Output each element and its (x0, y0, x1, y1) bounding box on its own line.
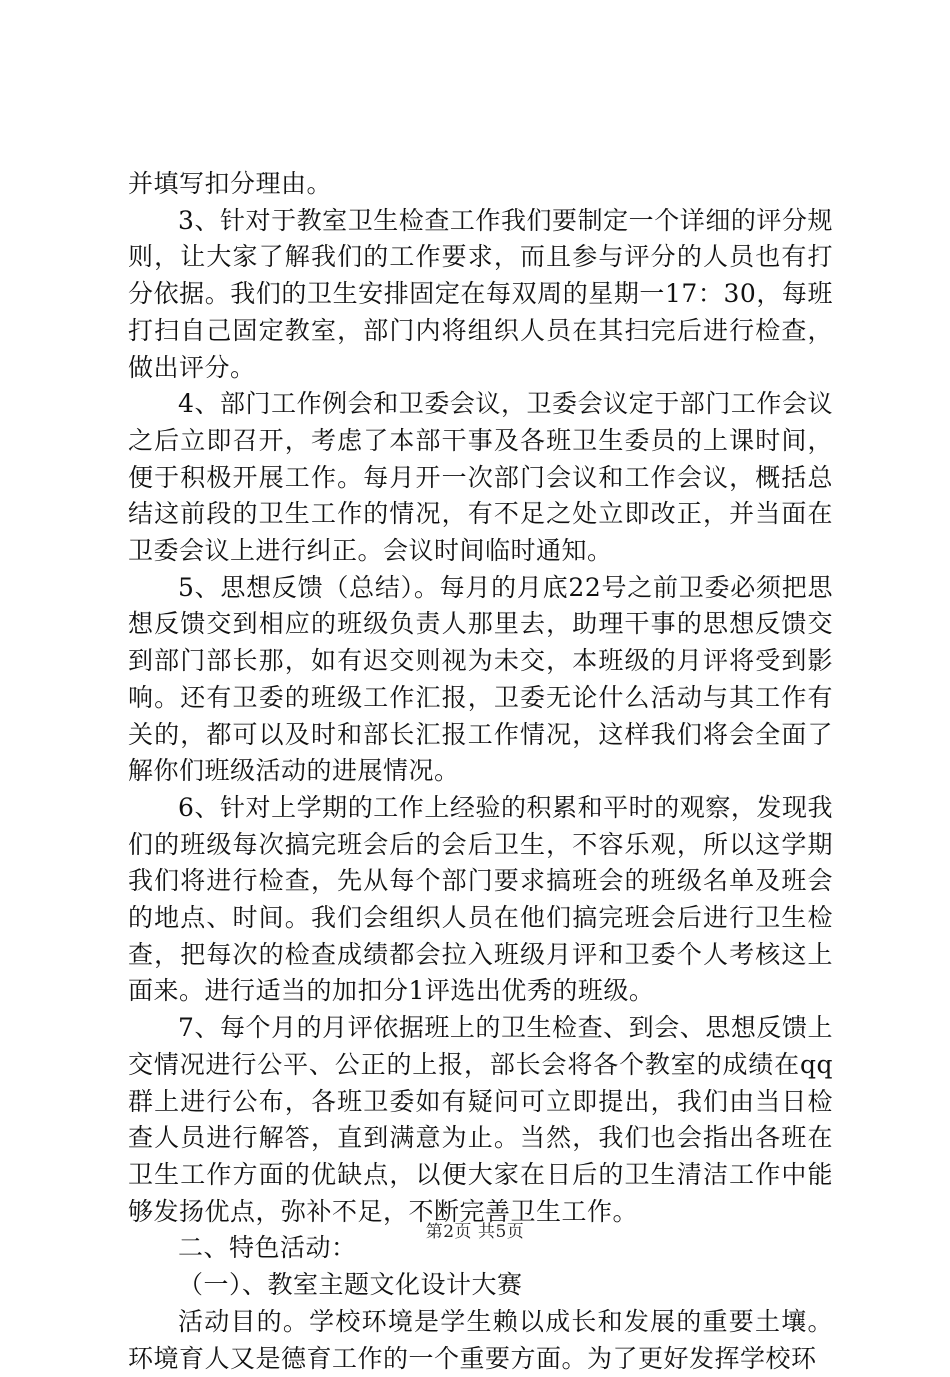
paragraph-item-6: 6、针对上学期的工作上经验的积累和平时的观察，发现我们的班级每次搞完班会后的会后卫生，不容乐观，所以这学期我们将进行检查，先从每个部门要求搞班会的班级名单及班会的地点、时间。我们会组织人员在他们搞完班会后进行卫生检查，把每次的检查成绩都会拉入班级月评和卫委个人考核这上面来。进行适当的加扣分1评选出优秀的班级。 (128, 792, 833, 1006)
paragraph-item-5: 5、思想反馈（总结）。每月的月底22号之前卫委必须把思想反馈交到相应的班级负责人那里去，助理干事的思想反馈交到部门部长那，如有迟交则视为未交，本班级的月评将受到影响。还有卫委的班级工作汇报，卫委无论什么活动与其工作有关的，都可以及时和部长汇报工作情况，这样我们将会全面了解你们班级活动的进展情况。 (128, 572, 833, 786)
paragraph-item-7: 7、每个月的月评依据班上的卫生检查、到会、思想反馈上交情况进行公平、公正的上报，部长会将各个教室的成绩在qq群上进行公布，各班卫委如有疑问可立即提出，我们由当日检查人员进行解答，直到满意为止。当然，我们也会指出各班在卫生工作方面的优缺点，以便大家在日后的卫生清洁工作中能够发扬优点，弥补不足，不断完善卫生工作。 (128, 1013, 833, 1226)
paragraph-continuation: 并填写扣分理由。 (128, 169, 333, 198)
page-footer: 第2页 共5页 (425, 1222, 525, 1242)
paragraph-item-3: 3、针对于教室卫生检查工作我们要制定一个详细的评分规则，让大家了解我们的工作要求，而且参与评分的人员也有打分依据。我们的卫生安排固定在每双周的星期一17：30，每班打扫自己固定教室，部门内将组织人员在其扫完后进行检查，做出评分。 (128, 205, 833, 382)
paragraph-item-4: 4、部门工作例会和卫委会议，卫委会议定于部门工作会议之后立即召开，考虑了本部干事及各班卫生委员的上课时间，便于积极开展工作。每月开一次部门会议和工作会议，概括总结这前段的卫生工作的情况，有不足之处立即改正，并当面在卫委会议上进行纠正。会议时间临时通知。 (128, 389, 833, 566)
document-body (128, 166, 833, 1377)
paragraph-activity-purpose: 活动目的。学校环境是学生赖以成长和发展的重要土壤。环境育人又是德育工作的一个重要方面。为了更好发挥学校环 (128, 1306, 833, 1373)
section-heading: 二、特色活动： (178, 1233, 357, 1263)
subsection-heading: （一）、教室主题文化设计大赛 (178, 1270, 523, 1300)
